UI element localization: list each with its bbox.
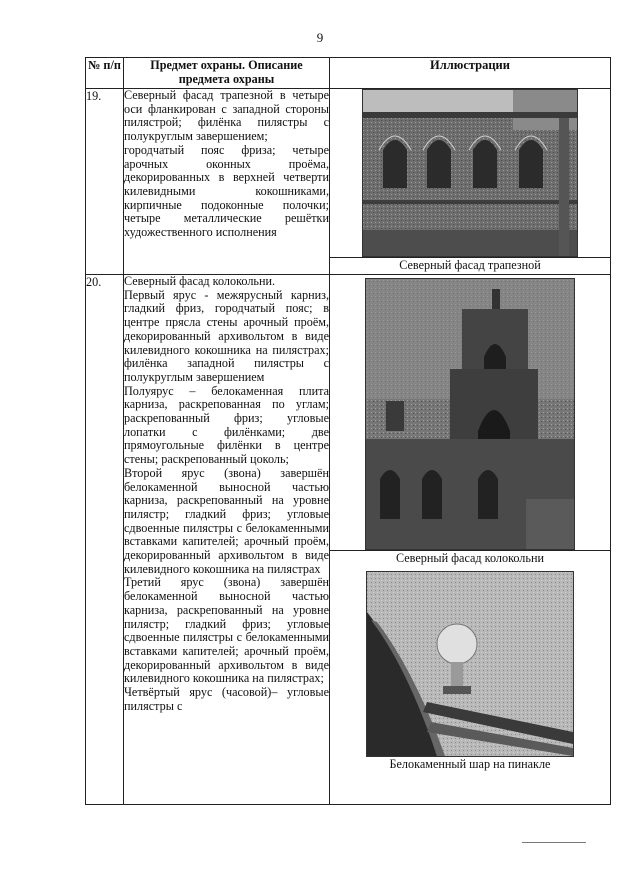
description-paragraph: Северный фасад колокольни. — [124, 274, 276, 288]
description-paragraph: Третий ярус (звона) завершён белокаменной выносной частью карниза, раскрепованный на уровне пилястр; гладкий фриз; угловые сдвоенные пилястры с белокаменными вставками капителей; арочный проём, декорированный архивольтом в виде килевидного кокошника на пилястрах; — [124, 575, 329, 686]
row-number: 19. — [86, 89, 124, 275]
table-row — [86, 275, 611, 805]
figure — [330, 278, 610, 565]
header-subject: Предмет охраны. Описание предмета охраны — [124, 58, 330, 89]
photo-bell-tower-north-facade — [365, 278, 575, 550]
description-paragraph: Четвёртый ярус (часовой)– угловые пилястры с — [124, 685, 329, 713]
row-illustrations — [330, 275, 611, 805]
figure-caption: Белокаменный шар на пинакле — [389, 757, 551, 771]
row-number: 20. — [86, 275, 124, 805]
header-illustrations: Иллюстрации — [330, 58, 611, 89]
header-number: № п/п — [86, 58, 124, 89]
figure — [330, 89, 610, 272]
description-paragraph: Северный фасад трапезной в четыре оси фланкирован с западной стороны пилястрой; филёнка пилястры с полукруглым завершением; — [124, 88, 329, 144]
photo-refectory-north-facade — [362, 89, 578, 257]
row-description — [124, 89, 330, 275]
figure — [330, 571, 610, 771]
table-row — [86, 89, 611, 275]
figure-caption: Северный фасад трапезной — [330, 257, 610, 272]
page-number: 9 — [316, 30, 324, 45]
row-illustrations — [330, 89, 611, 275]
description-paragraph: Полуярус – белокаменная плита карниза, раскрепованная по углам; раскрепованный фриз; угловые лопатки с филёнками; две прямоугольные филёнки в центре стены; раскрепованный цоколь; — [124, 383, 329, 467]
figure-caption: Северный фасад колокольни — [330, 550, 610, 565]
protection-table — [85, 57, 611, 805]
photo-white-stone-ball-pinnacle — [366, 571, 574, 757]
description-paragraph: Второй ярус (звона) завершён белокаменной выносной частью карниза, раскрепованный на уровне пилястр; гладкий фриз; угловые сдвоенные пилястры с белокаменными вставками капителей; арочный проём, декорированный архивольтом в виде килевидного кокошника на пилястрах — [124, 465, 329, 576]
row-description — [124, 275, 330, 805]
description-paragraph: городчатый пояс фриза; четыре арочных оконных проёма, декорированных в верхней четверти килевидными кокошниками, кирпичные подоконные полочки; четыре металлические решётки художественного исполнения — [124, 142, 329, 240]
scan-mark — [522, 842, 586, 843]
description-paragraph: Первый ярус - межярусный карниз, гладкий фриз, городчатый пояс; в центре прясла стены арочный проём, декорированный архивольтом в виде килевидного кокошника на пилястрах; филёнка западной пилястры с полукруглым завершением — [124, 287, 329, 384]
